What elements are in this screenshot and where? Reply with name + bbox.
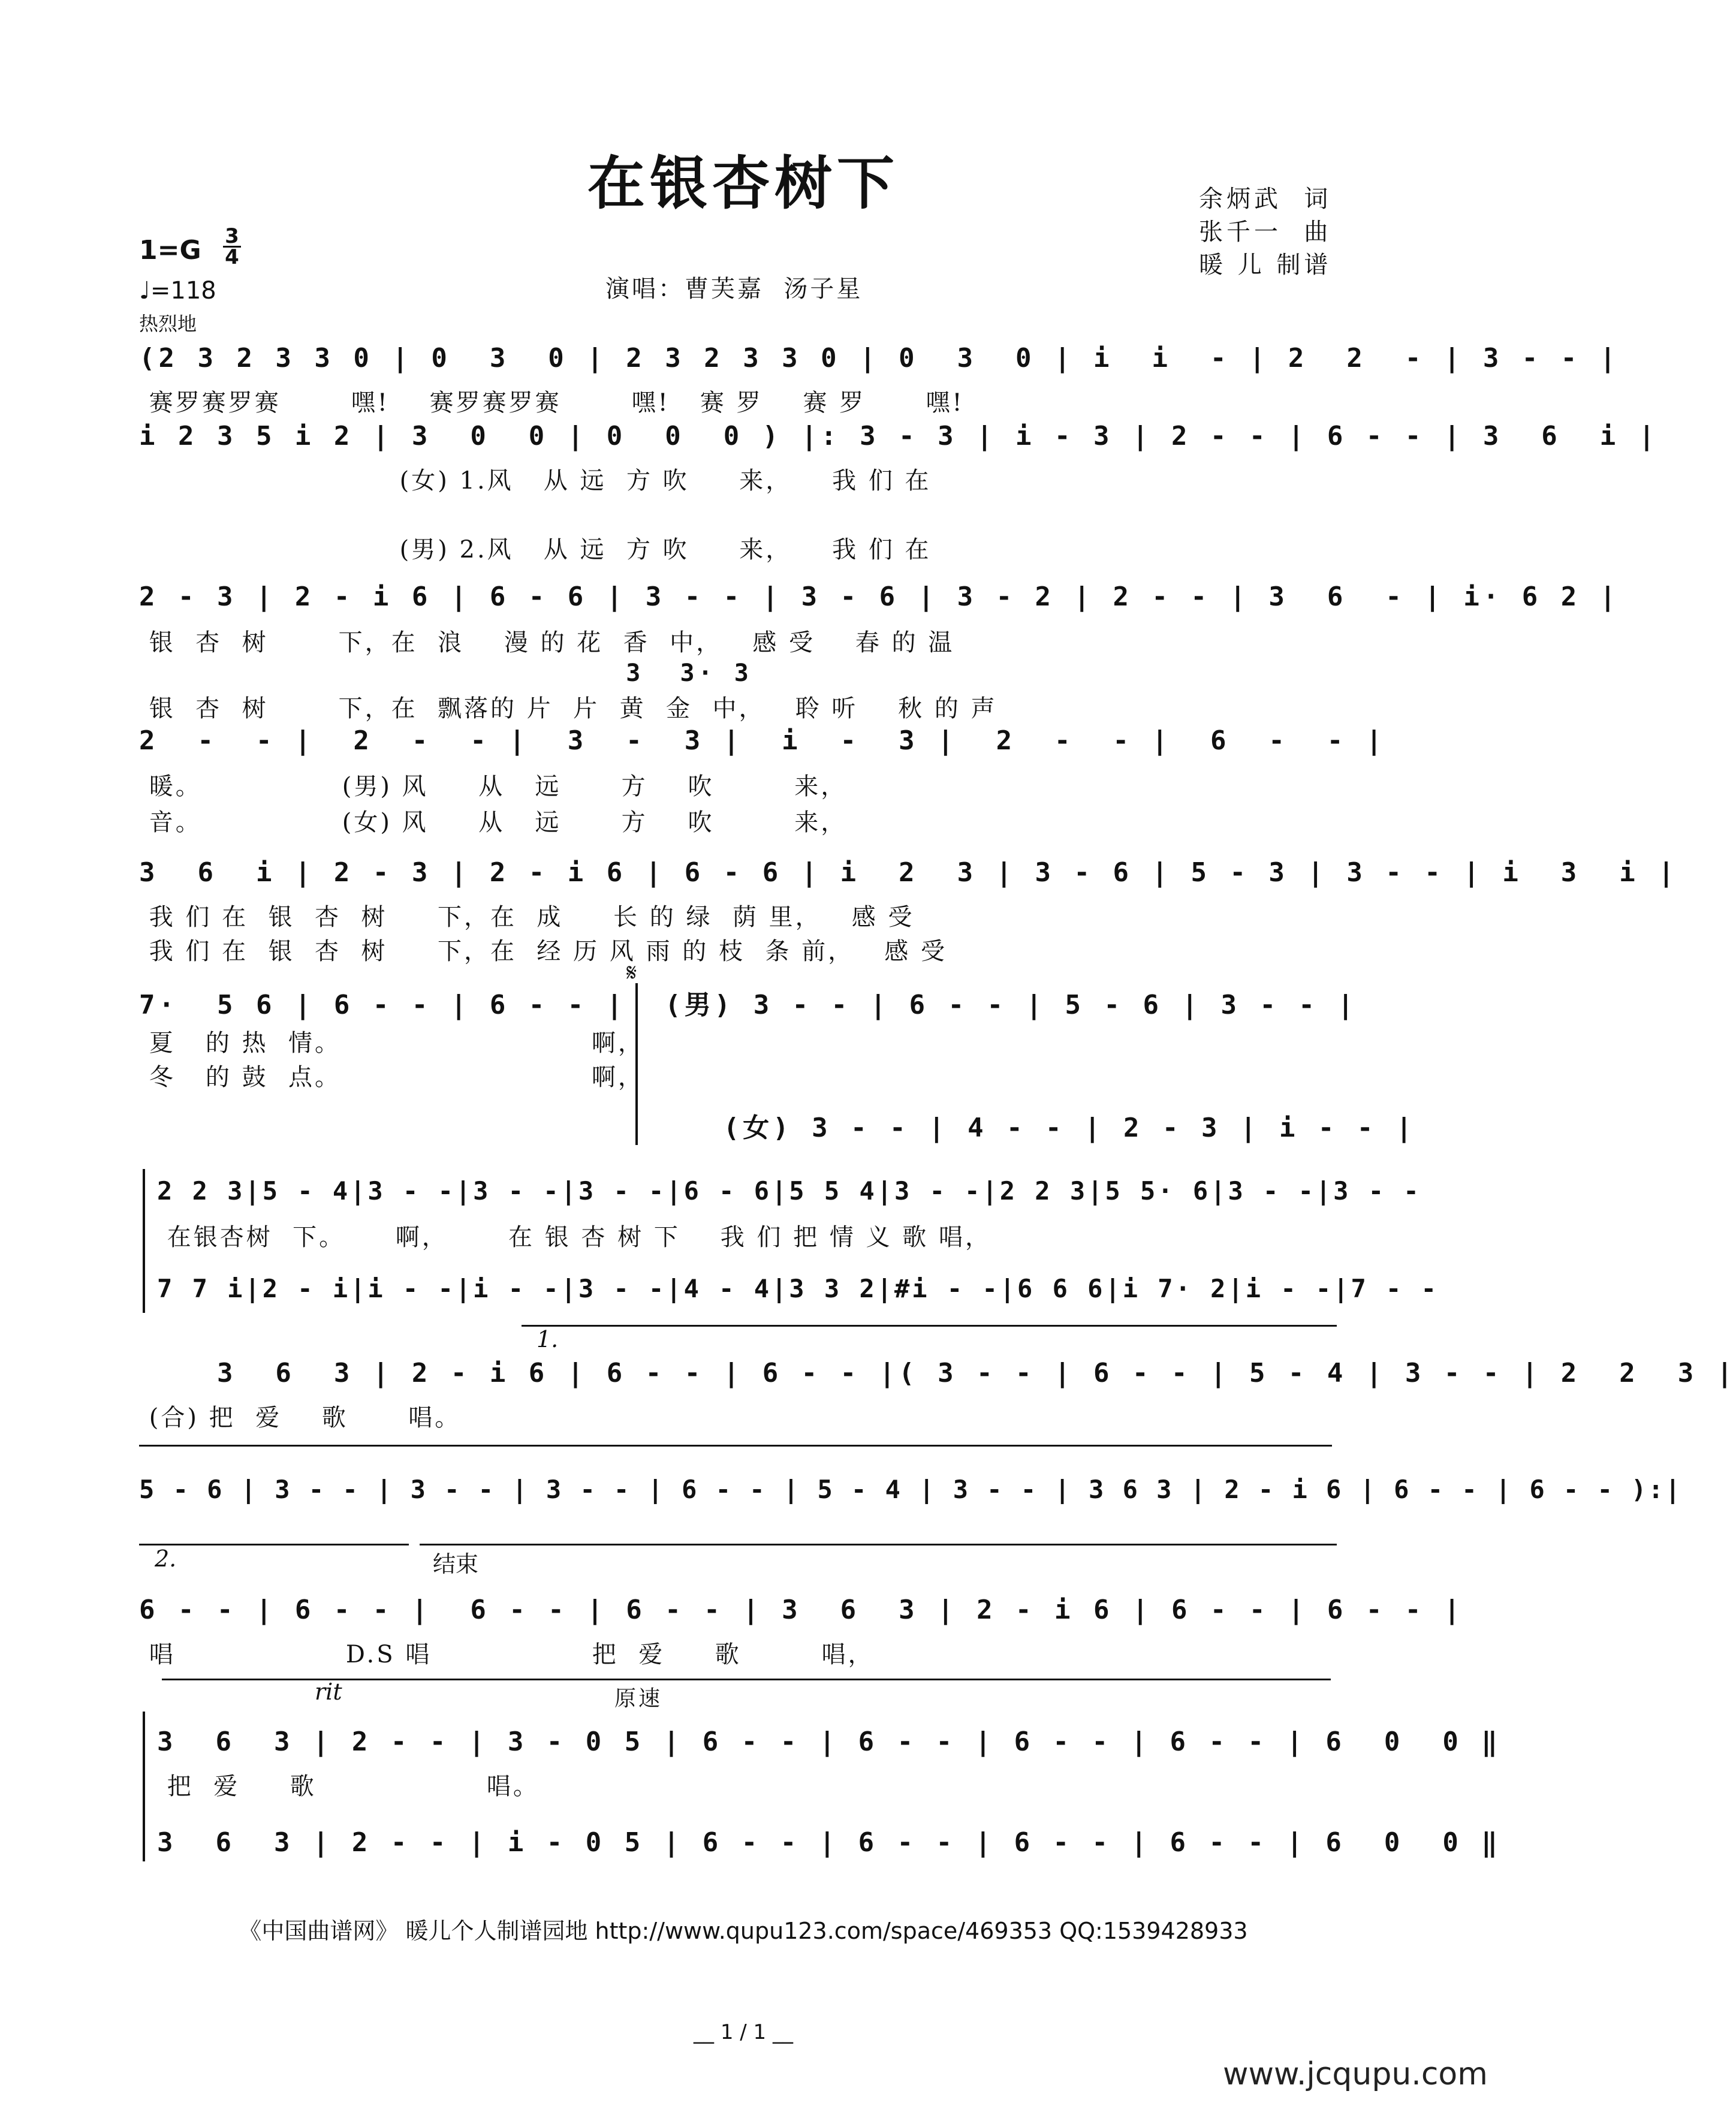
lyrics-line-3a: 银 杏 树 下，在 浪 漫 的 花 香 中， 感 受 春 的 温 [139,629,955,656]
lyrics-line-13: 把 爱 歌 唱。 [157,1773,540,1800]
lyricist-credit: 余炳武 词 [1199,185,1332,213]
score-line-4: 2 - - | 2 - - | 3 - 3 | i - 3 | 2 - - | 6 - - | [139,725,1386,756]
ending-2-label: 2. [155,1545,177,1572]
score-line-7: (女) 3 - - | 4 - - | 2 - 3 | i - - | [139,1113,1416,1143]
expression-marking: 热烈地 [139,312,197,335]
time-signature [223,224,241,269]
arranger-credit: 暖 儿 制谱 [1199,251,1332,279]
lyrics-line-5a: 我 们 在 银 杏 树 下，在 成 长 的 绿 荫 里， 感 受 [139,903,915,931]
lyrics-line-8: 在银杏树 下。 啊， 在 银 杏 树 下 我 们 把 情 义 歌 唱， [157,1224,992,1251]
score-line-6: 7· 5 6 | 6 - - | 6 - - | (男) 3 - - | 6 - - | 5 - 6 | 3 - - | [139,990,1357,1020]
ending-1-label: 1. [537,1326,559,1352]
ending-2-bracket [139,1544,409,1545]
score-line-13: 3 6 3 | 2 - - | 3 - 0 5 | 6 - - | 6 - - | 6 - - | 6 - - | 6 0 0 ‖ [157,1727,1501,1757]
system-bracket-3 [143,1712,145,1861]
singers-credit: 演唱：曹芙嘉 汤子星 [605,275,863,303]
score-line-14: 3 6 3 | 2 - - | i - 0 5 | 6 - - | 6 - - | 6 - - | 6 - - | 6 0 0 ‖ [157,1827,1501,1858]
alt-notes-line-3: 3 3· 3 [139,659,752,687]
composer-credit: 张千一 曲 [1199,218,1332,246]
system-bracket-1 [635,983,638,1145]
score-line-8: 2 2 3|5 - 4|3 - -|3 - -|3 - -|6 - 6|5 5 4|3 - -|2 2 3|5 5· 6|3 - -|3 - - [157,1176,1421,1206]
source-footer: 《中国曲谱网》 暖儿个人制谱园地 http://www.qupu123.com/space/469353 QQ:1539428933 [239,1918,1248,1944]
score-line-1: (2 3 2 3 3 0 | 0 3 0 | 2 3 2 3 3 0 | 0 3 0 | i i - | 2 2 - | 3 - - | [139,343,1620,373]
system-bracket-2 [143,1169,145,1313]
ending-1-bracket-cont [139,1445,1332,1447]
final-bracket-top [162,1679,1331,1680]
score-line-11: 5 - 6 | 3 - - | 3 - - | 3 - - | 6 - - | 5 - 4 | 3 - - | 3 6 3 | 2 - i 6 | 6 - - | 6 - - ):| [139,1475,1683,1504]
tempo-marking: ♩=118 [139,277,216,305]
lyrics-line-5b: 我 们 在 银 杏 树 下，在 经 历 风 雨 的 枝 条 前， 感 受 [139,938,948,965]
lyrics-line-4b: 音。 (女) 风 从 远 方 吹 来， [139,809,848,836]
key-signature: 1=G [139,235,201,266]
coda-bracket [420,1544,1337,1545]
lyrics-line-4a: 暖。 (男) 风 从 远 方 吹 来， [139,773,848,800]
score-line-10: 3 6 3 | 2 - i 6 | 6 - - | 6 - - |( 3 - - | 6 - - | 5 - 4 | 3 - - | 2 2 3 | [139,1358,1736,1388]
segno-sign: 𝄋 [626,959,637,987]
lyrics-line-6b: 冬 的 鼓 点。 啊， [139,1063,644,1091]
watermark: www.jcqupu.com [1223,2056,1488,2092]
page-number: __ 1 / 1 __ [694,2020,793,2044]
rit-marking: rit [315,1679,342,1705]
score-line-5: 3 6 i | 2 - 3 | 2 - i 6 | 6 - 6 | i 2 3 | 3 - 6 | 5 - 3 | 3 - - | i 3 i | [139,857,1678,888]
lyrics-line-2a: (女) 1.风 从 远 方 吹 来， 我 们 在 [139,467,932,495]
page-title: 在银杏树下 [587,149,899,217]
score-line-12: 6 - - | 6 - - | 6 - - | 6 - - | 3 6 3 | 2 - i 6 | 6 - - | 6 - - | [139,1595,1464,1625]
a-tempo-marking: 原速 [614,1686,663,1711]
lyrics-line-1: 赛罗赛罗赛 嘿! 赛罗赛罗赛 嘿! 赛 罗 赛 罗 嘿! [139,389,965,417]
lyrics-line-6a: 夏 的 热 情。 啊， [139,1029,644,1057]
lyrics-line-2b: (男) 2.风 从 远 方 吹 来， 我 们 在 [139,536,932,564]
lyrics-line-3b: 银 杏 树 下，在 飘落的 片 片 黄 金 中， 聆 听 秋 的 声 [139,695,997,722]
score-line-9: 7 7 i|2 - i|i - -|i - -|3 - -|4 - 4|3 3 2|#i - -|6 6 6|i 7· 2|i - -|7 - - [157,1274,1439,1303]
lyrics-line-10: (合) 把 爱 歌 唱。 [139,1404,462,1432]
lyrics-line-12: 唱 D.S 唱 把 爱 歌 唱， [139,1641,875,1668]
time-signature-top: 3 [223,227,241,248]
coda-label: 结束 [433,1551,479,1577]
ending-1-bracket [522,1325,1337,1327]
score-line-3: 2 - 3 | 2 - i 6 | 6 - 6 | 3 - - | 3 - 6 | 3 - 2 | 2 - - | 3 6 - | i· 6 2 | [139,582,1620,612]
time-signature-bottom: 4 [225,245,239,269]
score-line-2: i 2 3 5 i 2 | 3 0 0 | 0 0 0 ) |: 3 - 3 | i - 3 | 2 - - | 6 - - | 3 6 i | [139,421,1659,451]
